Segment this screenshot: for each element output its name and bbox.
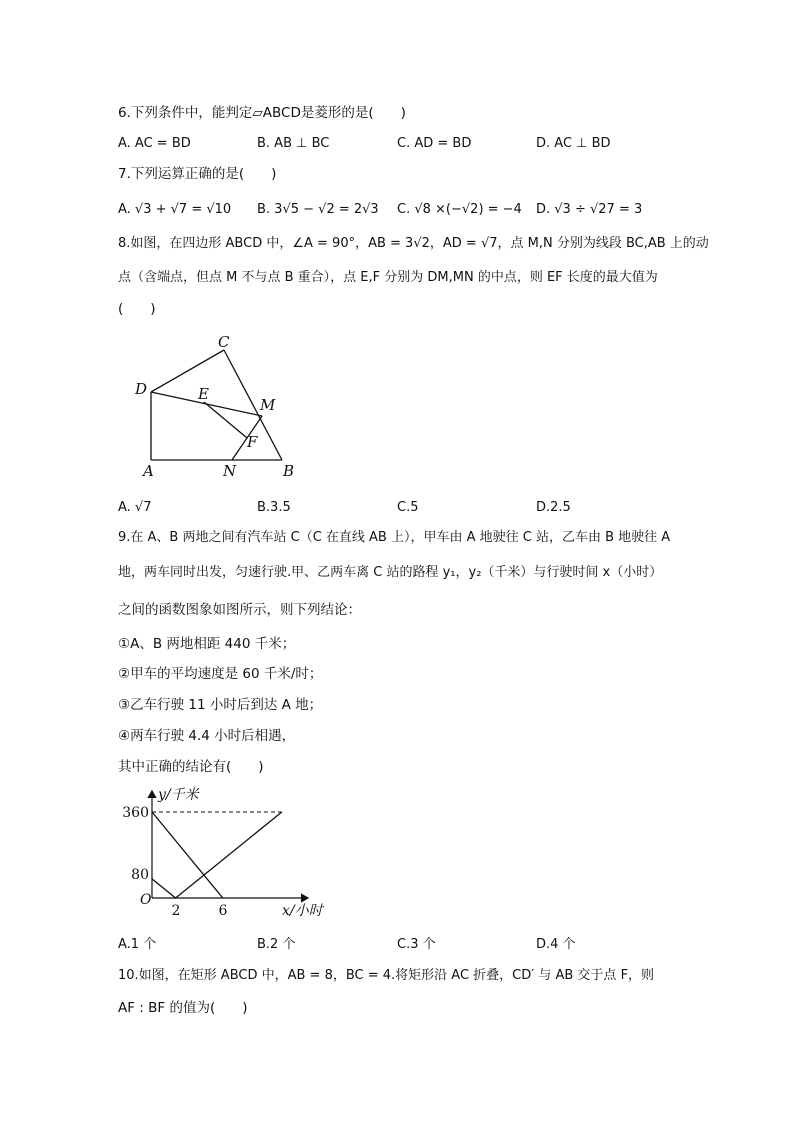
q6-option-d: D. AC ⊥ BD [536, 136, 611, 151]
q9-conclusion-1: ①A、B 两地相距 440 千米； [118, 636, 296, 652]
q7-option-b: B. 3√5 − √2 = 2√3 [257, 202, 379, 217]
q9-line-1: 9.在 A、B 两地之间有汽车站 C（C 在直线 AB 上），甲车由 A 地驶往 C 站，乙车由 B 地驶往 A [118, 530, 671, 545]
q8-line-3: ( ) [118, 301, 156, 317]
label-c: C [218, 333, 230, 351]
label-n: N [223, 462, 237, 480]
q9-question: 其中正确的结论有( ) [118, 759, 264, 775]
q6-option-b: B. AB ⊥ BC [257, 136, 330, 151]
q9-function-graph [110, 783, 340, 923]
q9-conclusion-3: ③乙车行驶 11 小时后到达 A 地； [118, 697, 323, 713]
q9-conclusion-2: ②甲车的平均速度是 60 千米/时； [118, 666, 323, 682]
q8-option-d: D.2.5 [536, 500, 571, 515]
x-tick-6: 6 [218, 903, 228, 919]
q8-line-1: 8.如图，在四边形 ABCD 中，∠A = 90°，AB = 3√2，AD = √7，点 M,N 分别为线段 BC,AB 上的动 [118, 236, 709, 251]
q7-option-c: C. √8 ×(−√2) = −4 [397, 202, 522, 217]
q9-option-a: A.1 个 [118, 937, 157, 952]
q9-line-3: 之间的函数图象如图所示，则下列结论： [118, 602, 361, 618]
q6-option-a: A. AC = BD [118, 136, 191, 151]
q9-conclusion-4: ④两车行驶 4.4 小时后相遇， [118, 728, 296, 744]
label-f: F [247, 433, 258, 451]
label-m: M [260, 396, 276, 414]
q9-option-c: C.3 个 [397, 937, 436, 952]
series-y2-line [152, 812, 282, 898]
label-d: D [135, 380, 148, 398]
q7-option-d: D. √3 ÷ √27 = 3 [536, 202, 643, 217]
q6-stem: 6.下列条件中，能判定▱ABCD是菱形的是( ) [118, 105, 406, 121]
q9-line-2: 地，两车同时出发，匀速行驶.甲、乙两车离 C 站的路程 y₁，y₂（千米）与行驶时间 x（小时） [118, 565, 663, 580]
edge-dc [151, 350, 224, 392]
q7-stem: 7.下列运算正确的是( ) [118, 166, 277, 182]
q8-line-2: 点（含端点，但点 M 不与点 B 重合），点 E,F 分别为 DM,MN 的中点，则 EF 长度的最大值为 [118, 270, 658, 285]
label-b: B [283, 462, 295, 480]
q10-line-2: AF : BF 的值为( ) [118, 1000, 248, 1016]
q9-option-b: B.2 个 [257, 937, 296, 952]
q8-option-b: B.3.5 [257, 500, 291, 515]
segment-ef [204, 402, 247, 438]
q9-option-d: D.4 个 [536, 937, 576, 952]
y-axis-label: y/千米 [158, 787, 199, 803]
label-a: A [143, 462, 154, 480]
label-e: E [198, 385, 209, 403]
q8-option-a: A. √7 [118, 500, 152, 515]
q8-option-c: C.5 [397, 500, 419, 515]
q10-line-1: 10.如图，在矩形 ABCD 中，AB = 8，BC = 4.将矩形沿 AC 折叠，CD′ 与 AB 交于点 F，则 [118, 968, 655, 983]
y-tick-360: 360 [122, 805, 149, 821]
q7-option-a: A. √3 + √7 = √10 [118, 202, 232, 217]
q6-option-c: C. AD = BD [397, 136, 472, 151]
series-y1-line [152, 812, 223, 898]
x-tick-2: 2 [171, 903, 181, 919]
q8-quadrilateral-figure [130, 330, 310, 482]
origin-label: O [140, 892, 152, 908]
y-tick-80: 80 [131, 867, 149, 883]
x-axis-label: x/小时 [282, 903, 323, 919]
